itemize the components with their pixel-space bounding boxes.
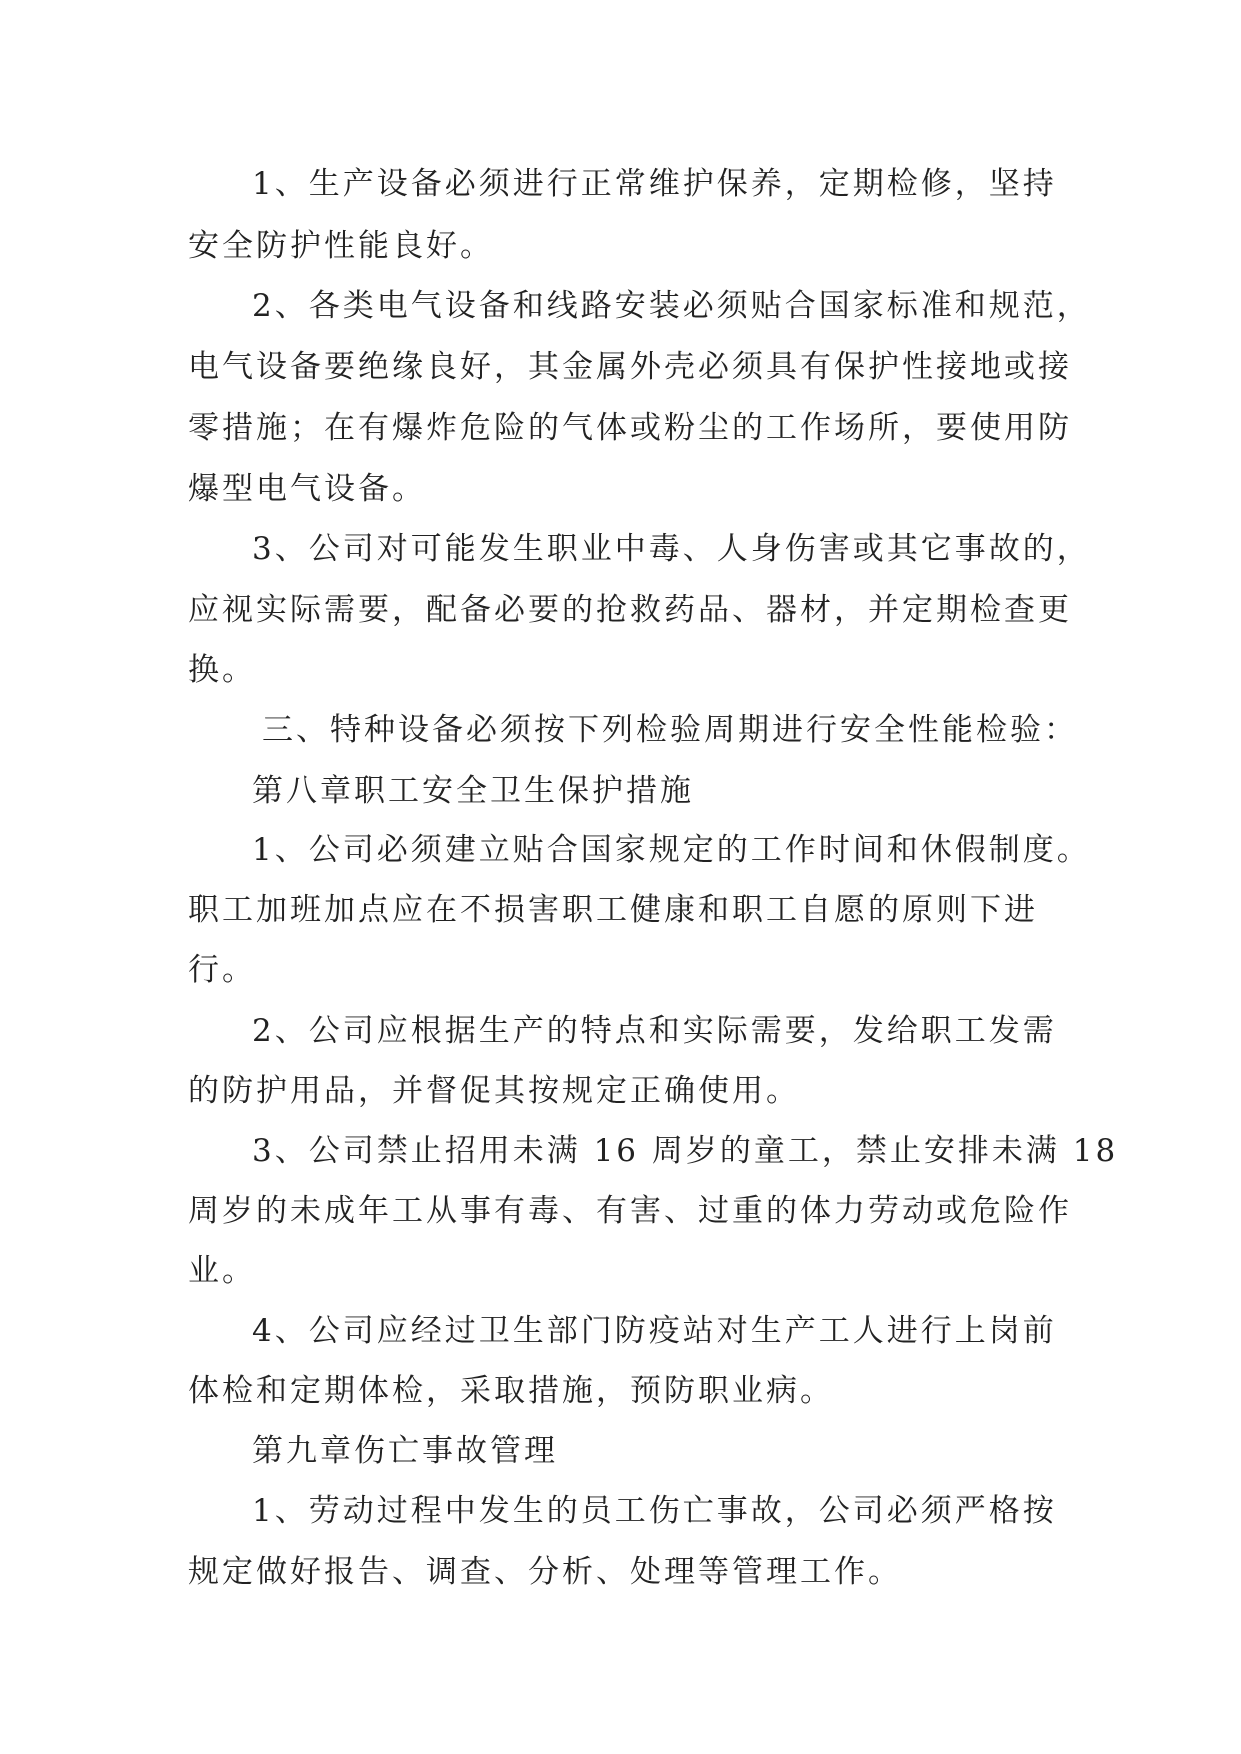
paragraph-1-line-2: 安全防护性能良好。 [188,228,494,264]
paragraph-2-line-4: 爆型电气设备。 [188,471,426,507]
paragraph-7-line-3: 业。 [188,1253,256,1289]
paragraph-8-line-1: 4、公司应经过卫生部门防疫站对生产工人进行上岗前 [252,1313,1057,1349]
paragraph-8-line-2: 体检和定期体检，采取措施，预防职业病。 [188,1373,834,1409]
paragraph-2-line-1: 2、各类电气设备和线路安装必须贴合国家标准和规范， [252,288,1091,324]
paragraph-1-line-1: 1、生产设备必须进行正常维护保养，定期检修，坚持 [252,166,1057,202]
paragraph-7-line-2: 周岁的未成年工从事有毒、有害、过重的体力劳动或危险作 [188,1193,1072,1229]
paragraph-5-line-1: 1、公司必须建立贴合国家规定的工作时间和休假制度。 [252,832,1091,868]
chapter-8-heading: 第八章职工安全卫生保护措施 [252,773,694,809]
paragraph-2-line-2: 电气设备要绝缘良好，其金属外壳必须具有保护性接地或接 [188,349,1072,385]
paragraph-6-line-2: 的防护用品，并督促其按规定正确使用。 [188,1073,800,1109]
paragraph-2-line-3: 零措施；在有爆炸危险的气体或粉尘的工作场所，要使用防 [188,410,1072,446]
paragraph-3-line-3: 换。 [188,652,256,688]
paragraph-5-line-2: 职工加班加点应在不损害职工健康和职工自愿的原则下进 [188,892,1038,928]
paragraph-7-line-1: 3、公司禁止招用未满 16 周岁的童工，禁止安排未满 18 [252,1133,1119,1169]
paragraph-5-line-3: 行。 [188,952,256,988]
paragraph-3-line-2: 应视实际需要，配备必要的抢救药品、器材，并定期检查更 [188,592,1072,628]
paragraph-4-line-1: 三、特种设备必须按下列检验周期进行安全性能检验： [262,712,1078,748]
paragraph-3-line-1: 3、公司对可能发生职业中毒、人身伤害或其它事故的， [252,531,1091,567]
chapter-9-heading: 第九章伤亡事故管理 [252,1433,558,1469]
paragraph-9-line-1: 1、劳动过程中发生的员工伤亡事故，公司必须严格按 [252,1493,1057,1529]
paragraph-9-line-2: 规定做好报告、调查、分析、处理等管理工作。 [188,1554,902,1590]
paragraph-6-line-1: 2、公司应根据生产的特点和实际需要，发给职工发需 [252,1013,1057,1049]
